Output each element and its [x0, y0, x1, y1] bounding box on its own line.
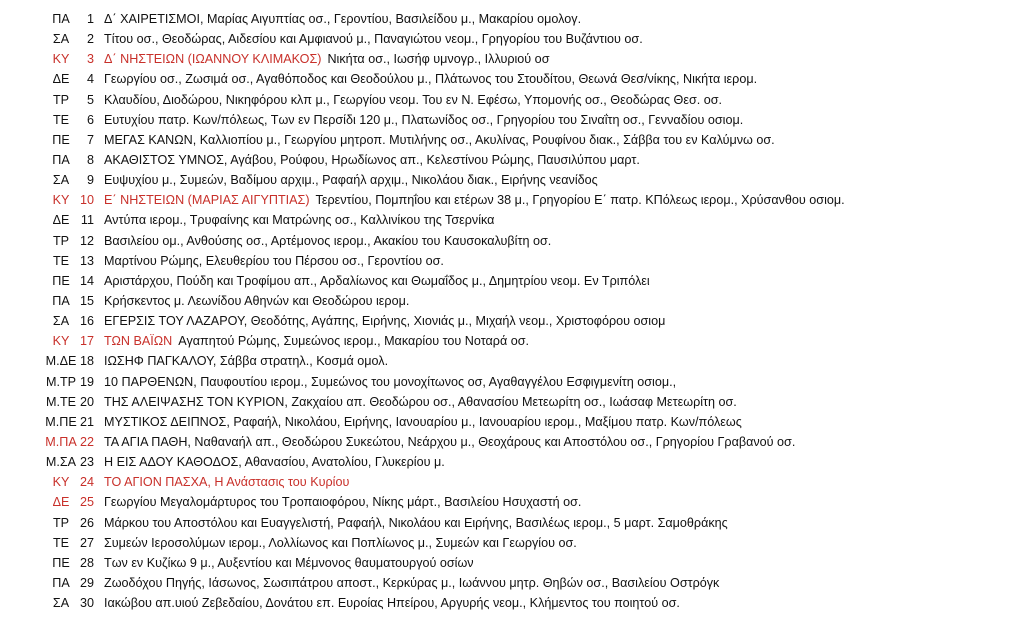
saints-text: Τερεντίου, Πομπηΐου και ετέρων 38 μ., Γρηγορίου Ε΄ πατρ. ΚΠόλεως ιερομ., Χρύσανθου οσιομ.	[315, 193, 845, 208]
weekday-label: ΣΑ	[52, 32, 70, 47]
saints-text: ΕΓΕΡΣΙΣ ΤΟΥ ΛΑΖΑΡΟΥ, Θεοδότης, Αγάπης, Ειρήνης, Χιονιάς μ., Μιχαήλ νεομ., Χριστοφόρου οσιομ	[104, 314, 666, 329]
calendar-list	[0, 9, 1024, 613]
saints-text: Μάρκου του Αποστόλου και Ευαγγελιστή, Ραφαήλ, Νικολάου και Ειρήνης, Βασιλέως ιερομ., 5 μαρτ. Σαμοθράκης	[104, 515, 728, 530]
saints-text-container	[104, 553, 1018, 573]
weekday-label: ΤΕ	[52, 253, 70, 268]
date-number: 23	[79, 455, 94, 470]
calendar-row	[0, 9, 1024, 29]
saints-text-container	[104, 311, 1018, 331]
date-number: 13	[79, 253, 94, 268]
date-number: 29	[79, 575, 94, 590]
weekday-label: ΠΕ	[52, 555, 70, 570]
date-number: 17	[79, 334, 94, 349]
saints-text: ΤΑ ΑΓΙΑ ΠΑΘΗ, Ναθαναήλ απ., Θεοδώρου Συκεώτου, Νεάρχου μ., Θεοχάρους και Αποστόλου οσ., Γρηγορίου Γραβανού οσ.	[104, 434, 796, 449]
date-number: 18	[79, 354, 94, 369]
saints-text-container	[104, 29, 1018, 49]
date-number: 27	[79, 535, 94, 550]
saints-text-container	[104, 331, 1018, 351]
saints-text-container	[104, 432, 1018, 452]
calendar-row	[0, 69, 1024, 89]
calendar-row	[0, 372, 1024, 392]
saints-text-container	[104, 452, 1018, 472]
saints-text-container	[104, 69, 1018, 89]
saints-text-container	[104, 351, 1018, 371]
date-number: 5	[86, 92, 94, 107]
saints-text: Ευτυχίου πατρ. Κων/πόλεως, Των εν Περσίδι 120 μ., Πλατωνίδος οσ., Γρηγορίου του Σιναΐτη οσ., Γενναδίου οσιομ.	[104, 112, 744, 127]
saints-text: Αριστάρχου, Πούδη και Τροφίμου απ., Αρδαλίωνος και Θωμαΐδος μ., Δημητρίου νεομ. Εν Τριπόλει	[104, 273, 650, 288]
date-number: 15	[79, 293, 94, 308]
saints-text-container	[104, 49, 1018, 69]
calendar-row	[0, 452, 1024, 472]
saints-text: Ευψυχίου μ., Συμεών, Βαδίμου αρχιμ., Ραφαήλ αρχιμ., Νικολάου διακ., Ειρήνης νεανίδος	[104, 173, 598, 188]
weekday-label: ΤΡ	[52, 92, 70, 107]
date-number: 10	[79, 193, 94, 208]
date-number: 22	[79, 434, 94, 449]
date-number: 9	[86, 173, 94, 188]
weekday-label: ΚΥ	[52, 52, 70, 67]
calendar-row	[0, 392, 1024, 412]
calendar-row	[0, 593, 1024, 613]
calendar-row	[0, 150, 1024, 170]
saints-text-container	[104, 130, 1018, 150]
saints-text-container	[104, 513, 1018, 533]
saints-text: Νικήτα οσ., Ιωσήφ υμνογρ., Ιλλυριού οσ	[327, 52, 550, 67]
weekday-label: ΚΥ	[52, 193, 70, 208]
weekday-label: ΤΡ	[52, 233, 70, 248]
saints-text: Η ΕΙΣ ΑΔΟΥ ΚΑΘΟΔΟΣ, Αθανασίου, Ανατολίου, Γλυκερίου μ.	[104, 455, 445, 470]
feast-title: Δ΄ ΝΗΣΤΕΙΩΝ (ΙΩΑΝΝΟΥ ΚΛΙΜΑΚΟΣ)	[104, 52, 322, 67]
saints-text: Κρήσκεντος μ. Λεωνίδου Αθηνών και Θεοδώρου ιερομ.	[104, 293, 410, 308]
saints-text: ΙΩΣΗΦ ΠΑΓΚΑΛΟΥ, Σάββα στρατηλ., Κοσμά ομολ.	[104, 354, 389, 369]
weekday-label: ΣΑ	[52, 173, 70, 188]
date-number: 1	[86, 12, 94, 26]
saints-text: Αντύπα ιερομ., Τρυφαίνης και Ματρώνης οσ., Καλλινίκου της Τσερνίκα	[104, 213, 495, 228]
calendar-row	[0, 553, 1024, 573]
saints-text-container	[104, 190, 1018, 210]
saints-text-container	[104, 9, 1018, 29]
weekday-label: ΔΕ	[52, 495, 70, 510]
saints-text-container	[104, 573, 1018, 593]
weekday-label: ΤΡ	[52, 515, 70, 530]
weekday-label: ΤΕ	[52, 112, 70, 127]
saints-text: ΑΚΑΘΙΣΤΟΣ ΥΜΝΟΣ, Αγάβου, Ρούφου, Ηρωδίωνος απ., Κελεστίνου Ρώμης, Παυσιλύπου μαρτ.	[104, 152, 640, 167]
weekday-label: ΔΕ	[52, 72, 70, 87]
saints-text-container	[104, 392, 1018, 412]
weekday-label: ΚΥ	[52, 334, 70, 349]
saints-text-container	[104, 90, 1018, 110]
calendar-row	[0, 110, 1024, 130]
saints-text: Αγαπητού Ρώμης, Συμεώνος ιερομ., Μακαρίου του Νοταρά οσ.	[178, 334, 530, 349]
date-number: 26	[79, 515, 94, 530]
saints-text-container	[104, 251, 1018, 271]
saints-text: Των εν Κυζίκω 9 μ., Αυξεντίου και Μέμνονος θαυματουργού οσίων	[104, 555, 474, 570]
saints-text: Βασιλείου ομ., Ανθούσης οσ., Αρτέμονος ιερομ., Ακακίου του Καυσοκαλυβίτη οσ.	[104, 233, 552, 248]
calendar-row	[0, 291, 1024, 311]
weekday-label: ΠΕ	[52, 273, 70, 288]
weekday-label: ΠΑ	[52, 293, 70, 308]
calendar-row	[0, 472, 1024, 492]
calendar-row	[0, 412, 1024, 432]
date-number: 25	[79, 495, 94, 510]
saints-text-container	[104, 210, 1018, 230]
calendar-row	[0, 573, 1024, 593]
saints-text: Ζωοδόχου Πηγής, Ιάσωνος, Σωσιπάτρου αποστ., Κερκύρας μ., Ιωάννου μητρ. Θηβών οσ., Βασιλείου Οστρόγκ	[104, 575, 720, 590]
feast-title: ΤΩΝ ΒΑΪΩΝ	[104, 334, 173, 349]
weekday-label: ΠΕ	[52, 132, 70, 147]
date-number: 16	[79, 314, 94, 329]
calendar-row	[0, 49, 1024, 69]
saints-text-container	[104, 492, 1018, 512]
weekday-label: Μ.ΠΑ	[45, 434, 77, 449]
date-number: 20	[79, 394, 94, 409]
weekday-label: ΠΑ	[52, 575, 70, 590]
date-number: 11	[80, 213, 94, 228]
calendar-row	[0, 331, 1024, 351]
date-number: 3	[86, 52, 94, 67]
saints-text: ΜΕΓΑΣ ΚΑΝΩΝ, Καλλιοπίου μ., Γεωργίου μητροπ. Μυτιλήνης οσ., Ακυλίνας, Ρουφίνου διακ., Σάββα του εν Καλύμνω οσ.	[104, 132, 775, 147]
date-number: 14	[79, 273, 94, 288]
saints-text-container	[104, 593, 1018, 613]
calendar-row	[0, 210, 1024, 230]
saints-text: Γεωργίου οσ., Ζωσιμά οσ., Αγαθόποδος και Θεοδούλου μ., Πλάτωνος του Στουδίτου, Θεωνά Θεσ/νίκης, Νικήτα ιερομ.	[104, 72, 758, 87]
saints-text: 10 ΠΑΡΘΕΝΩΝ, Παυφουτίου ιερομ., Συμεώνος του μονοχίτωνος οσ, Αγαθαγγέλου Εσφιγμενίτη οσιομ.,	[104, 374, 677, 389]
calendar-row	[0, 90, 1024, 110]
calendar-row	[0, 513, 1024, 533]
calendar-row	[0, 271, 1024, 291]
calendar-row	[0, 432, 1024, 452]
saints-text-container	[104, 110, 1018, 130]
date-number: 12	[79, 233, 94, 248]
weekday-label: Μ.ΔΕ	[45, 354, 77, 369]
date-number: 4	[86, 72, 94, 87]
saints-text-container	[104, 472, 1018, 492]
saints-text: Συμεών Ιεροσολύμων ιερομ., Λολλίωνος και Ποπλίωνος μ., Συμεών και Γεωργίου οσ.	[104, 535, 577, 550]
weekday-label: ΣΑ	[52, 596, 70, 611]
saints-text: Μαρτίνου Ρώμης, Ελευθερίου του Πέρσου οσ., Γεροντίου οσ.	[104, 253, 444, 268]
saints-text-container	[104, 150, 1018, 170]
saints-text-container	[104, 271, 1018, 291]
weekday-label: Μ.ΤΡ	[45, 374, 77, 389]
saints-text-container	[104, 372, 1018, 392]
weekday-label: ΠΑ	[52, 152, 70, 167]
saints-text: Γεωργίου Μεγαλομάρτυρος του Τροπαιοφόρου, Νίκης μάρτ., Βασιλείου Ησυχαστή οσ.	[104, 495, 582, 510]
weekday-label: Μ.ΠΕ	[45, 414, 77, 429]
date-number: 2	[86, 32, 94, 47]
saints-text: Ιακώβου απ.υιού Ζεβεδαίου, Δονάτου επ. Ευροίας Ηπείρου, Αργυρής νεομ., Κλήμεντος του ποιητού οσ.	[104, 596, 680, 611]
date-number: 28	[79, 555, 94, 570]
calendar-row	[0, 351, 1024, 371]
date-number: 30	[79, 596, 94, 611]
date-number: 6	[86, 112, 94, 127]
calendar-row	[0, 311, 1024, 331]
weekday-label: Μ.ΤΕ	[45, 394, 77, 409]
saints-text-container	[104, 412, 1018, 432]
date-number: 19	[79, 374, 94, 389]
date-number: 8	[86, 152, 94, 167]
weekday-label: ΣΑ	[52, 314, 70, 329]
calendar-row	[0, 231, 1024, 251]
date-number: 7	[86, 132, 94, 147]
calendar-row	[0, 251, 1024, 271]
calendar-row	[0, 533, 1024, 553]
feast-title: Ε΄ ΝΗΣΤΕΙΩΝ (ΜΑΡΙΑΣ ΑΙΓΥΠΤΙΑΣ)	[104, 193, 310, 208]
weekday-label: Μ.ΣΑ	[45, 455, 77, 470]
saints-text: ΜΥΣΤΙΚΟΣ ΔΕΙΠΝΟΣ, Ραφαήλ, Νικολάου, Ειρήνης, Ιανουαρίου μ., Ιανουαρίου ιερομ., Μαξίμου πατρ. Κων/πόλεως	[104, 414, 742, 429]
weekday-label: ΔΕ	[52, 213, 70, 228]
calendar-row	[0, 130, 1024, 150]
calendar-row	[0, 190, 1024, 210]
calendar-row	[0, 492, 1024, 512]
date-number: 24	[79, 475, 94, 490]
feast-title: ΤΟ ΑΓΙΟΝ ΠΑΣΧΑ, Η Ανάστασις του Κυρίου	[104, 475, 350, 490]
weekday-label: ΠΑ	[52, 12, 70, 26]
date-number: 21	[79, 414, 94, 429]
saints-text: Τίτου οσ., Θεοδώρας, Αιδεσίου και Αμφιανού μ., Παναγιώτου νεομ., Γρηγορίου του Βυζάντιου οσ.	[104, 32, 643, 47]
calendar-row	[0, 170, 1024, 190]
calendar-row	[0, 29, 1024, 49]
saints-text-container	[104, 170, 1018, 190]
saints-text-container	[104, 291, 1018, 311]
saints-text: ΤΗΣ ΑΛΕΙΨΑΣΗΣ ΤΟΝ ΚΥΡΙΟΝ, Ζακχαίου απ. Θεοδώρου οσ., Αθανασίου Μετεωρίτη οσ., Ιωάσαφ Μετεωρίτη οσ.	[104, 394, 737, 409]
saints-text: Δ΄ ΧΑΙΡΕΤΙΣΜΟΙ, Μαρίας Αιγυπτίας οσ., Γεροντίου, Βασιλείδου μ., Μακαρίου ομολογ.	[104, 12, 582, 26]
saints-text-container	[104, 533, 1018, 553]
weekday-label: ΚΥ	[52, 475, 70, 490]
saints-text: Κλαυδίου, Διοδώρου, Νικηφόρου κλπ μ., Γεωργίου νεομ. Του εν Ν. Εφέσω, Υπομονής οσ., Θεοδώρας Θεσ. οσ.	[104, 92, 723, 107]
weekday-label: ΤΕ	[52, 535, 70, 550]
saints-text-container	[104, 231, 1018, 251]
